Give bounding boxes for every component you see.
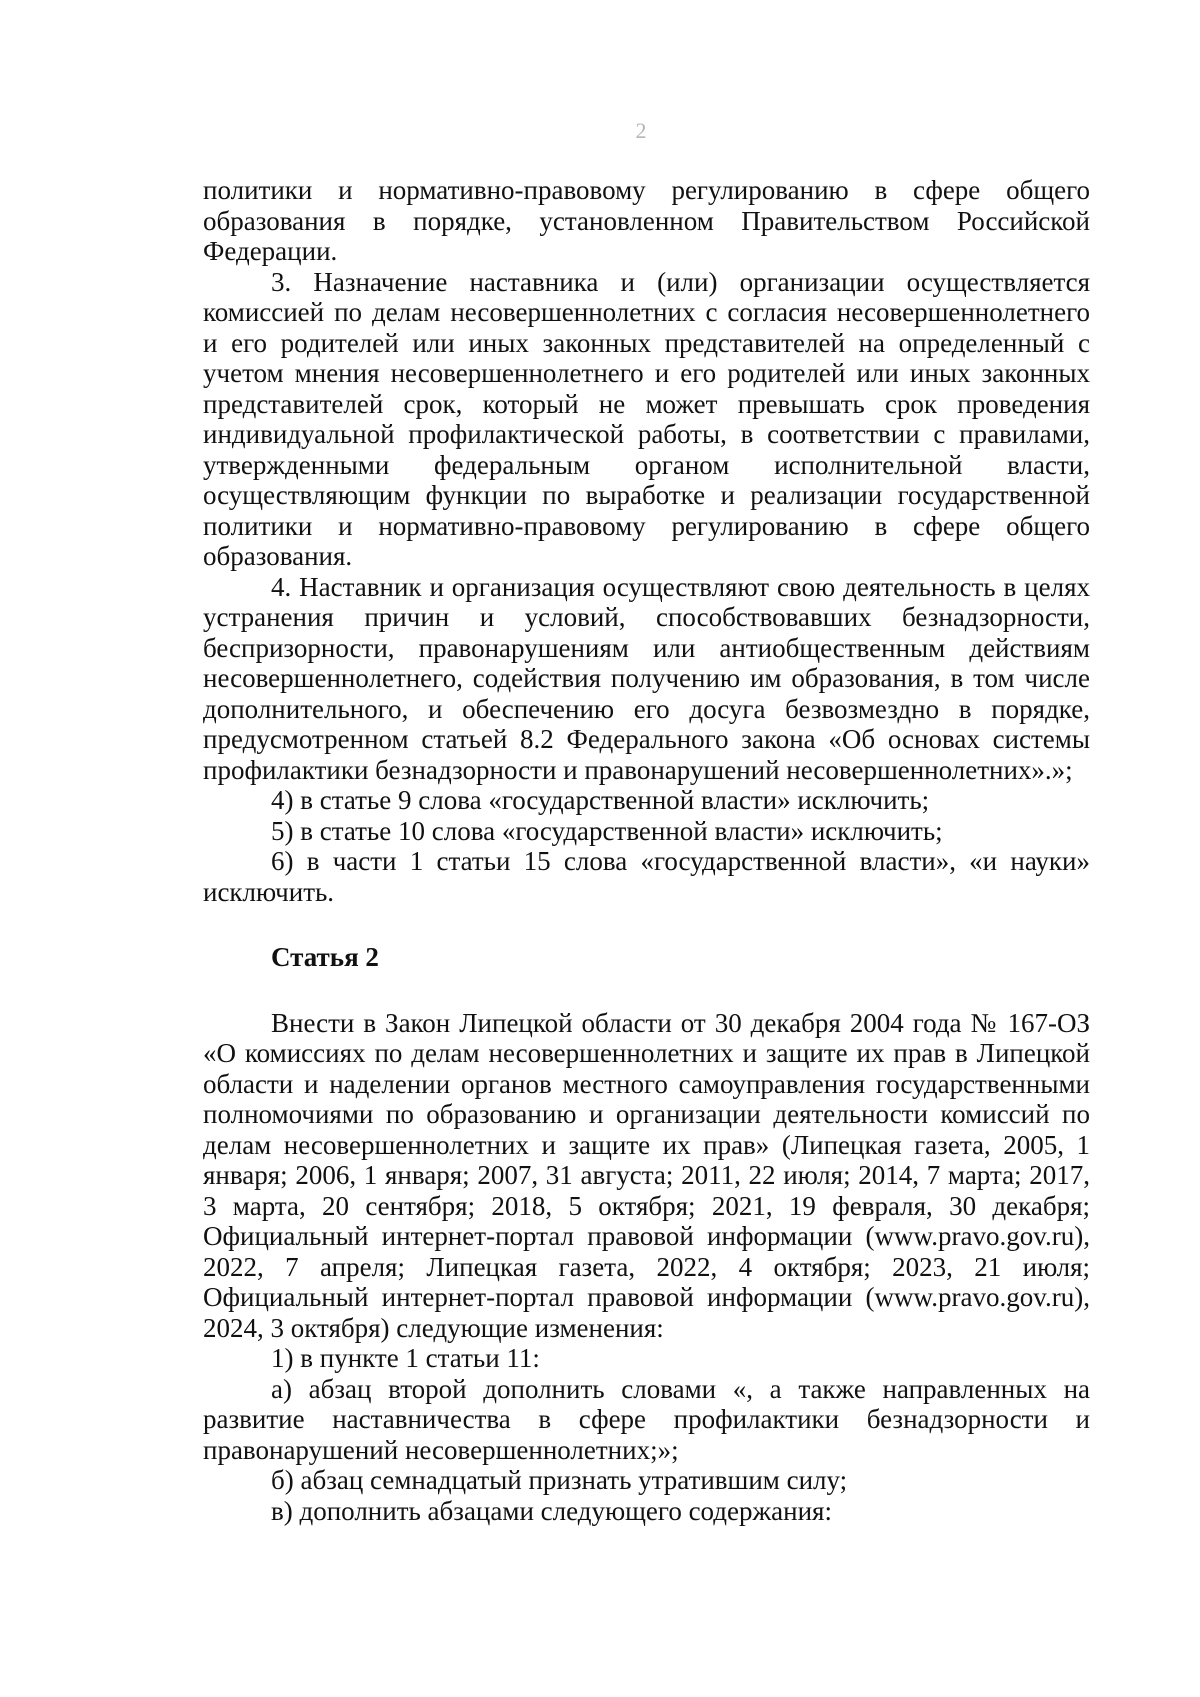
paragraph-item-3: 3. Назначение наставника и (или) организации осуществляется комиссией по делам несовершеннолетних с согласия несовершеннолетнего и его родителей или иных законных представителей на определенный с учетом мнения несовершеннолетнего и его родителей или иных законных представителей срок, который не может превышать срок проведения индивидуальной профилактической работы, в соответствии с правилами, утвержденными федеральным органом исполнительной власти, осуществляющим функции по выработке и реализации государственной политики и нормативно-правовому регулированию в сфере общего образования. bbox=[203, 266, 1090, 571]
paragraph-continuation: политики и нормативно-правовому регулированию в сфере общего образования в порядке, установленном Правительством Российской Федерации. bbox=[203, 175, 1090, 266]
article-subitem-1: 1) в пункте 1 статьи 11: bbox=[271, 1343, 540, 1373]
article-subitem-b: б) абзац семнадцатый признать утратившим силу; bbox=[271, 1465, 848, 1495]
article-subitem-a: а) абзац второй дополнить словами «, а также направленных на развитие наставничества в сфере профилактики безнадзорности и правонарушений несовершеннолетних;»; bbox=[203, 1373, 1090, 1465]
page-number: 2 bbox=[635, 118, 647, 143]
article-heading: Статья 2 bbox=[271, 942, 379, 972]
amendment-item-6: 6) в части 1 статьи 15 слова «государственной власти», «и науки» исключить. bbox=[203, 846, 1090, 907]
paragraph-item-4: 4. Наставник и организация осуществляют свою деятельность в целях устранения причин и условий, способствовавших безнадзорности, беспризорности, правонарушениям или антиобщественным действиям несовершеннолетнего, содействия получению им образования, в том числе дополнительного, и обеспечению его досуга безвозмездно в порядке, предусмотренном статьей 8.2 Федерального закона «Об основах системы профилактики безнадзорности и правонарушений несовершеннолетних».»; bbox=[203, 571, 1090, 785]
amendment-item-4: 4) в статье 9 слова «государственной власти» исключить; bbox=[271, 785, 930, 815]
amendment-item-5: 5) в статье 10 слова «государственной власти» исключить; bbox=[271, 815, 943, 846]
article-intro-paragraph: Внести в Закон Липецкой области от 30 декабря 2004 года № 167-ОЗ «О комиссиях по делам несовершеннолетних и защите их прав в Липецкой области и наделении органов местного самоуправления государственными полномочиями по образованию и организации деятельности комиссий по делам несовершеннолетних и защите их прав» (Липецкая газета, 2005, 1 января; 2006, 1 января; 2007, 31 августа; 2011, 22 июля; 2014, 7 марта; 2017, 3 марта, 20 сентября; 2018, 5 октября; 2021, 19 февраля, 30 декабря; Официальный интернет-портал правовой информации (www.pravo.gov.ru), 2022, 7 апреля; Липецкая газета, 2022, 4 октября; 2023, 21 июля; Официальный интернет-портал правовой информации (www.pravo.gov.ru), 2024, 3 октября) следующие изменения: bbox=[203, 1007, 1090, 1343]
article-subitem-v: в) дополнить абзацами следующего содержания: bbox=[271, 1495, 832, 1526]
document-body bbox=[203, 175, 1090, 1526]
